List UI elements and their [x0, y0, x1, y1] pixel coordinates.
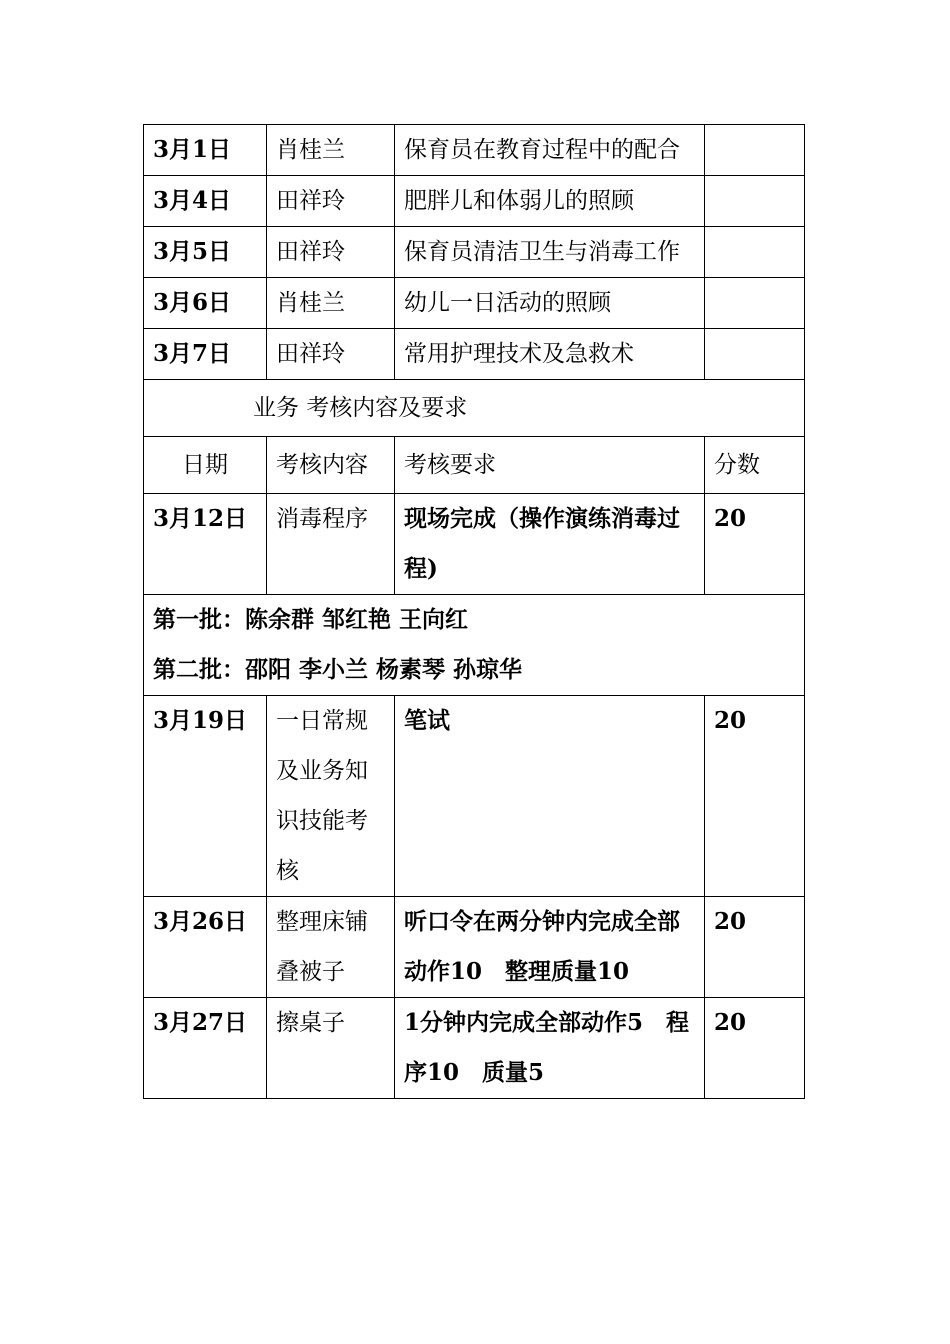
exam-date: 3月26日	[144, 897, 267, 998]
training-date: 3月7日	[144, 329, 267, 380]
training-note	[705, 278, 805, 329]
exam-row	[144, 998, 805, 1099]
exam-date: 3月27日	[144, 998, 267, 1099]
training-note	[705, 329, 805, 380]
section-title-cell	[144, 380, 805, 437]
training-person: 肖桂兰	[267, 278, 395, 329]
training-topic: 肥胖儿和体弱儿的照顾	[395, 176, 705, 227]
training-date: 3月5日	[144, 227, 267, 278]
exam-requirement: 笔试	[395, 696, 705, 897]
batch-second: 第二批：邵阳 李小兰 杨素琴 孙琼华	[153, 656, 523, 683]
training-note	[705, 176, 805, 227]
header-requirement: 考核要求	[395, 437, 705, 494]
exam-content: 擦桌子	[267, 998, 395, 1099]
exam-row	[144, 897, 805, 998]
exam-score: 20	[705, 998, 805, 1099]
header-row	[144, 437, 805, 494]
training-date: 3月6日	[144, 278, 267, 329]
training-row	[144, 278, 805, 329]
training-topic: 幼儿一日活动的照顾	[395, 278, 705, 329]
exam-content: 一日常规及业务知识技能考核	[267, 696, 395, 897]
exam-row	[144, 696, 805, 897]
batch-first: 第一批：陈余群 邹红艳 王向红	[153, 606, 469, 633]
training-person: 田祥玲	[267, 176, 395, 227]
schedule-table	[143, 124, 805, 1099]
exam-score: 20	[705, 696, 805, 897]
training-row	[144, 329, 805, 380]
training-note	[705, 227, 805, 278]
batches-row	[144, 595, 805, 696]
training-topic: 保育员清洁卫生与消毒工作	[395, 227, 705, 278]
header-date: 日期	[144, 437, 267, 494]
exam-content: 消毒程序	[267, 494, 395, 595]
training-person: 田祥玲	[267, 329, 395, 380]
exam-score: 20	[705, 897, 805, 998]
exam-date: 3月12日	[144, 494, 267, 595]
exam-requirement: 1分钟内完成全部动作5 程序10 质量5	[395, 998, 705, 1099]
training-row	[144, 176, 805, 227]
section-title-row	[144, 380, 805, 437]
training-date: 3月4日	[144, 176, 267, 227]
header-score: 分数	[705, 437, 805, 494]
exam-requirement: 听口令在两分钟内完成全部动作10 整理质量10	[395, 897, 705, 998]
header-content: 考核内容	[267, 437, 395, 494]
exam-score: 20	[705, 494, 805, 595]
exam-content: 整理床铺叠被子	[267, 897, 395, 998]
section-title: 业务 考核内容及要求	[253, 395, 468, 421]
batches-cell	[144, 595, 805, 696]
training-row	[144, 227, 805, 278]
exam-requirement: 现场完成（操作演练消毒过程)	[395, 494, 705, 595]
exam-row	[144, 494, 805, 595]
exam-date: 3月19日	[144, 696, 267, 897]
training-person: 田祥玲	[267, 227, 395, 278]
training-topic: 常用护理技术及急救术	[395, 329, 705, 380]
training-person: 肖桂兰	[267, 125, 395, 176]
training-note	[705, 125, 805, 176]
training-topic: 保育员在教育过程中的配合	[395, 125, 705, 176]
training-row	[144, 125, 805, 176]
training-date: 3月1日	[144, 125, 267, 176]
